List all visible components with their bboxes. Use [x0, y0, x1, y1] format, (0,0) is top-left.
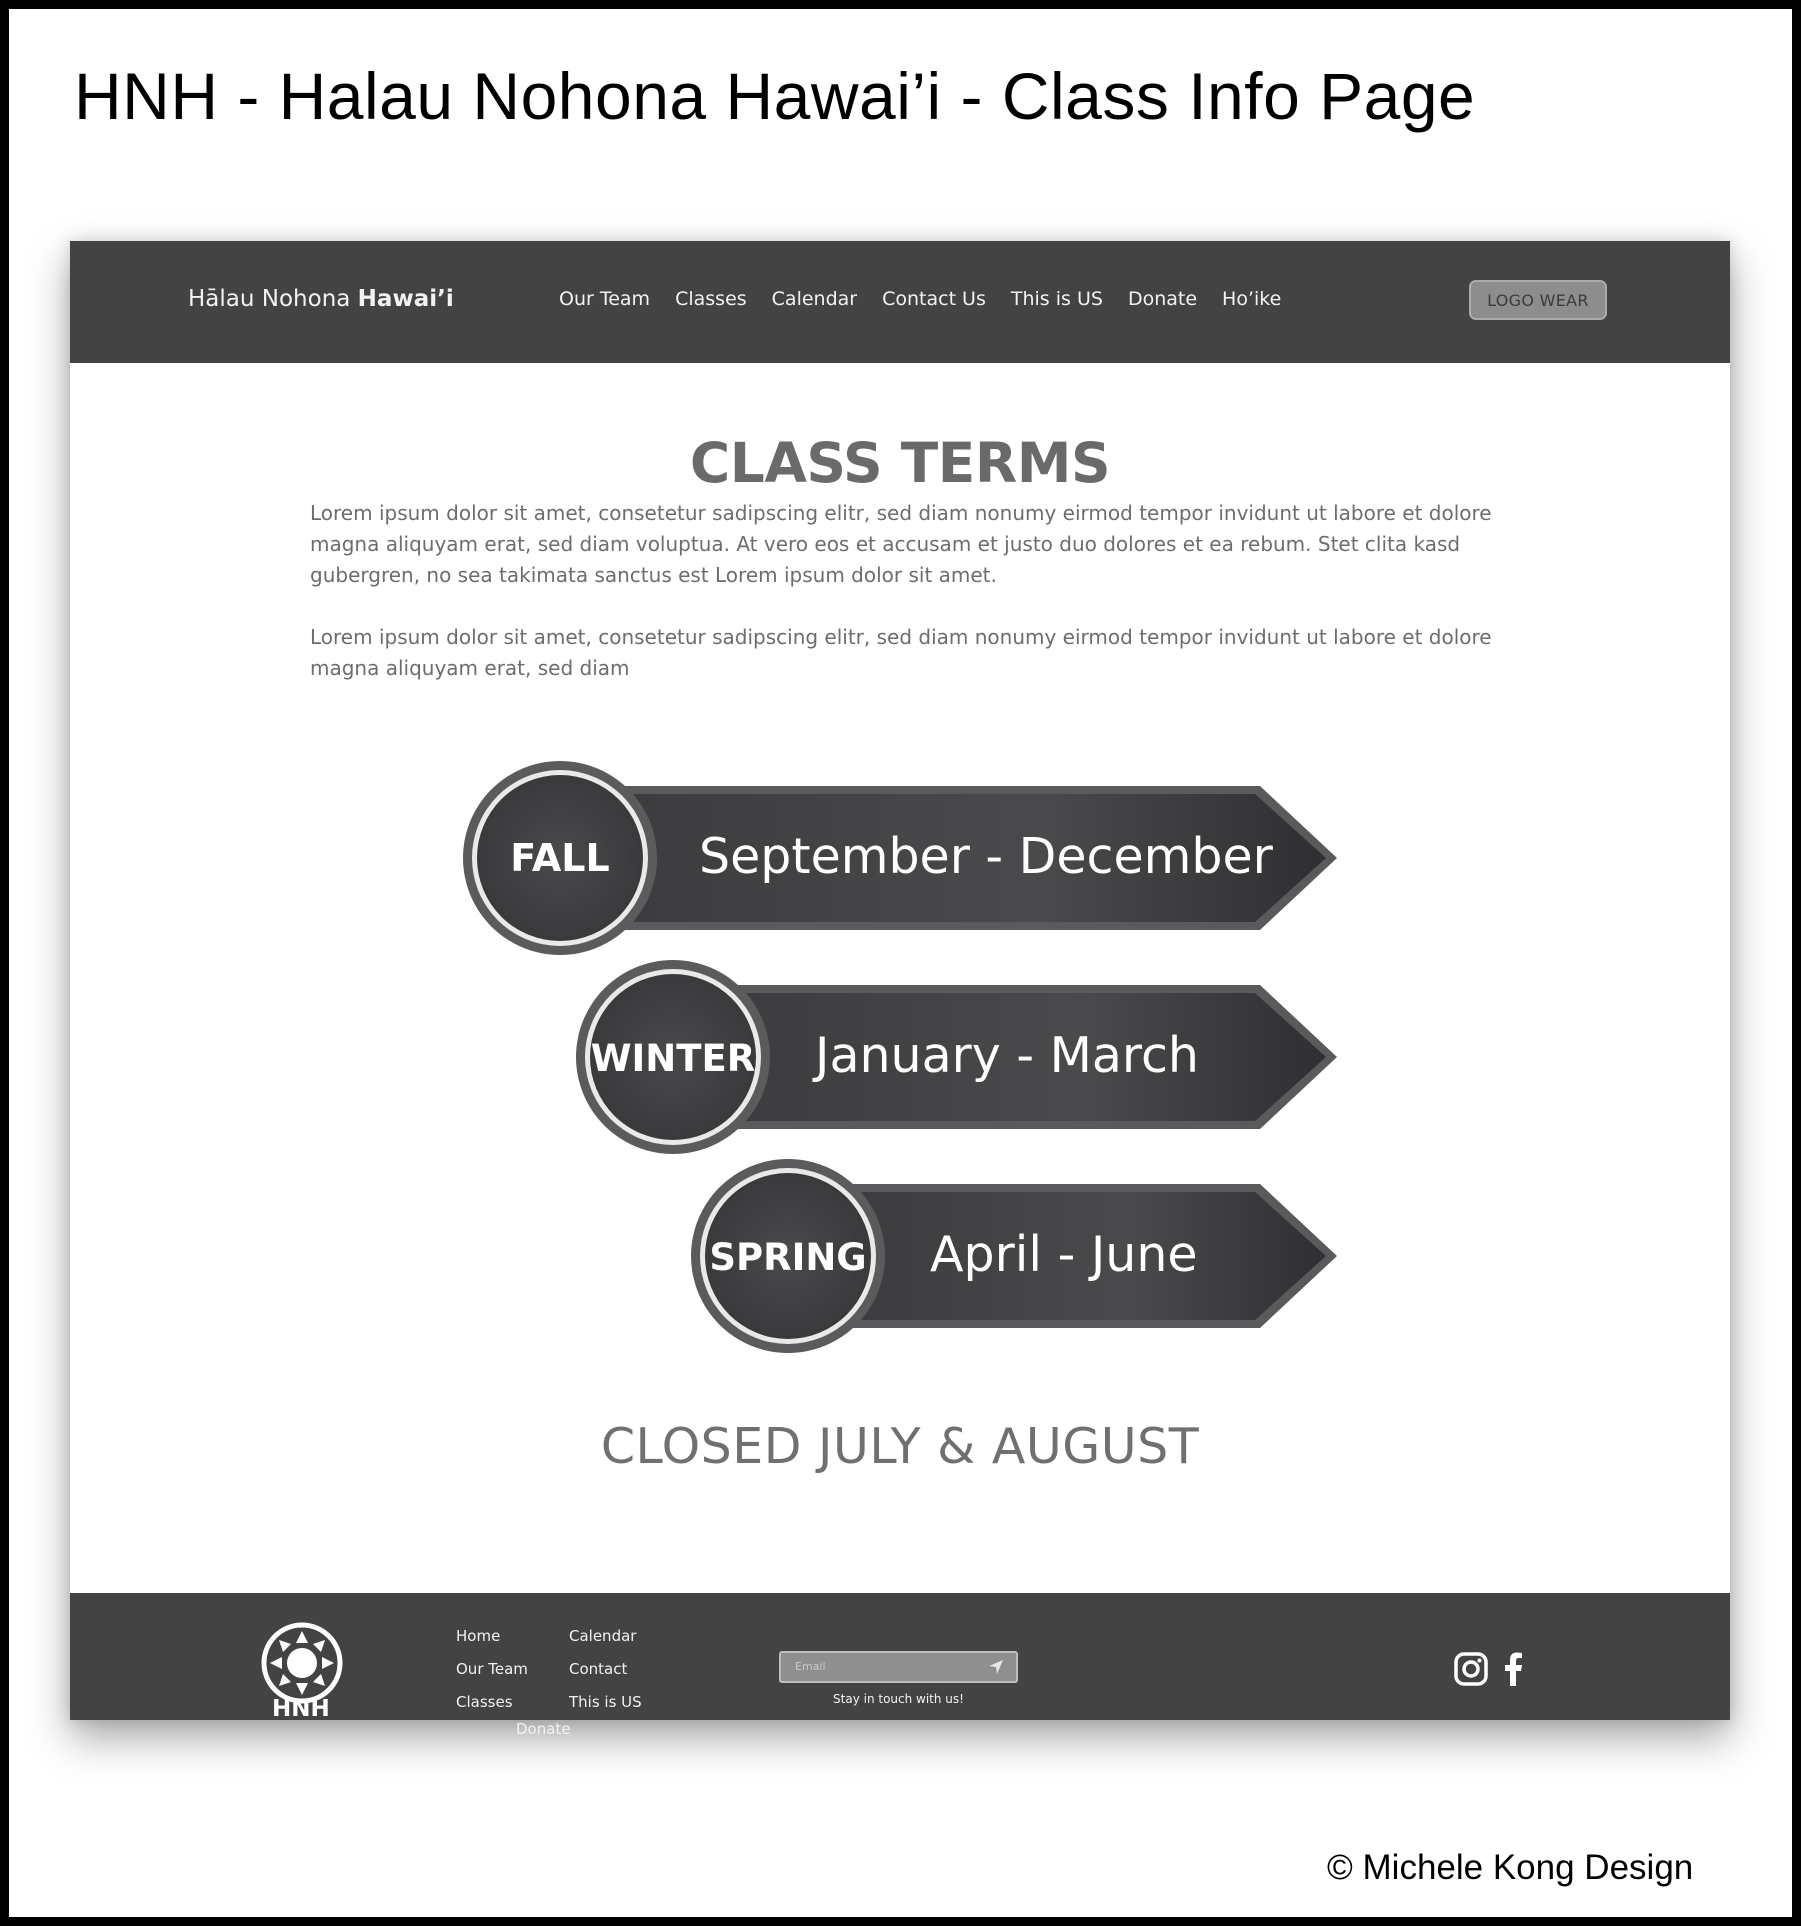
nav-calendar[interactable]: Calendar [771, 288, 858, 310]
range-label-spring: April - June [930, 1226, 1198, 1283]
footer-link-home[interactable]: Home [456, 1627, 501, 1645]
copyright-text: © Michele Kong Design [1327, 1848, 1694, 1887]
footer-link-our-team[interactable]: Our Team [456, 1660, 528, 1678]
closed-notice: CLOSED JULY & AUGUST [600, 1418, 1200, 1475]
term-fall [462, 758, 1412, 958]
nav-our-team[interactable]: Our Team [559, 288, 651, 310]
footer-link-this-is-us[interactable]: This is US [569, 1693, 642, 1711]
email-placeholder: Email [795, 1660, 826, 1673]
footer-link-donate[interactable]: Donate [516, 1720, 571, 1738]
class-terms-title: CLASS TERMS [689, 431, 1111, 495]
term-winter [575, 957, 1415, 1157]
footer-link-contact[interactable]: Contact [569, 1660, 628, 1678]
intro-paragraph-1: Lorem ipsum dolor sit amet, consetetur sadipscing elitr, sed diam nonumy eirmod tempor invidunt ut labore et dolore magna aliquyam erat, sed diam voluptua. At vero eos et accusam et justo duo dolores et ea rebum. Stet clita kasd gubergren, no sea takimata sanctus est Lorem ipsum dolor sit amet. [310, 501, 1492, 587]
term-spring [690, 1156, 1420, 1356]
intro-paragraph-2: Lorem ipsum dolor sit amet, consetetur sadipscing elitr, sed diam nonumy eirmod tempor invidunt ut labore et dolore magna aliquyam erat, sed diam [310, 625, 1492, 680]
stay-in-touch-text: Stay in touch with us! [833, 1692, 964, 1706]
nav-donate[interactable]: Donate [1127, 288, 1198, 310]
range-label-fall: September - December [699, 828, 1273, 885]
nav-this-is-us[interactable]: This is US [1010, 288, 1103, 310]
top-nav-bar [70, 241, 1730, 363]
range-label-winter: January - March [815, 1027, 1199, 1084]
brand-name[interactable] [188, 286, 454, 312]
footer-link-calendar[interactable]: Calendar [569, 1627, 637, 1645]
nav-contact-us[interactable]: Contact Us [882, 288, 986, 310]
footer-logo-text: HNH [272, 1696, 330, 1722]
send-icon[interactable] [987, 1658, 1005, 1676]
website-mockup [70, 241, 1730, 1738]
page-title: HNH - Halau Nohona Hawai’i - Class Info Page [74, 59, 1476, 133]
season-label-fall: FALL [510, 836, 610, 880]
footer [70, 1593, 1730, 1738]
main-content [70, 363, 1730, 1593]
nav-links [559, 288, 1306, 310]
brand-prefix: Hālau Nohona [188, 286, 358, 312]
brand-bold: Hawai’i [357, 286, 454, 312]
season-label-winter: WINTER [590, 1037, 756, 1080]
facebook-icon[interactable] [1496, 1651, 1532, 1687]
email-field[interactable] [779, 1651, 1018, 1683]
nav-hoike[interactable]: Ho’ike [1222, 288, 1282, 310]
nav-classes[interactable]: Classes [675, 288, 747, 310]
sun-logo-icon[interactable] [260, 1621, 344, 1705]
footer-link-classes[interactable]: Classes [456, 1693, 513, 1711]
season-label-spring: SPRING [709, 1236, 867, 1279]
instagram-icon[interactable] [1453, 1651, 1489, 1687]
logo-wear-button[interactable]: LOGO WEAR [1469, 280, 1607, 320]
